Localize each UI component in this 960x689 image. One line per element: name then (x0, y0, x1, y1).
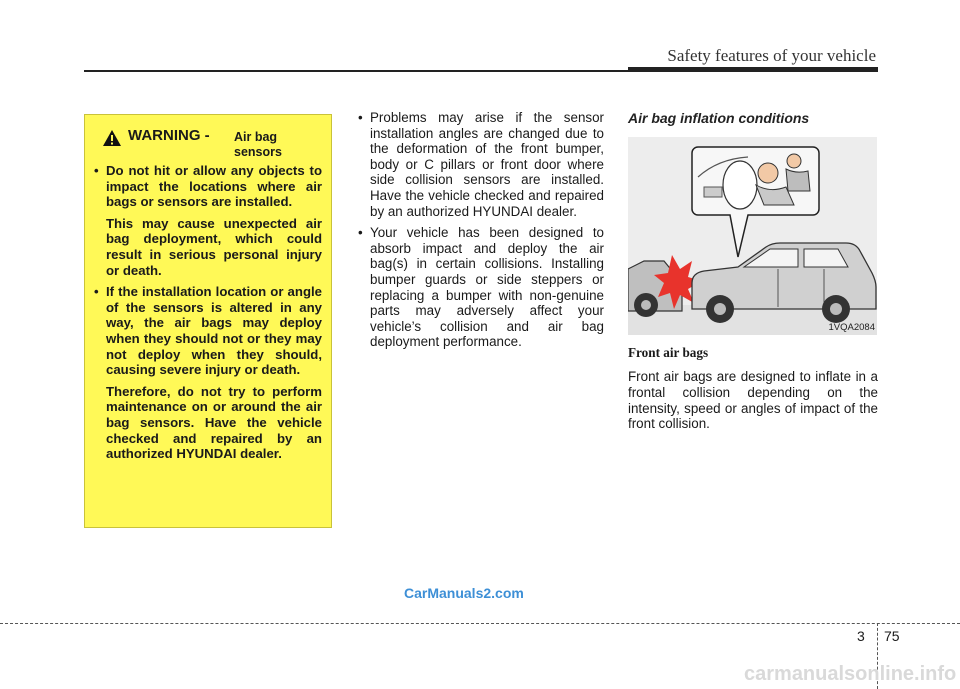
warning-box (84, 114, 332, 528)
collision-illustration (628, 137, 877, 335)
warning-list (94, 163, 322, 462)
warning-item-text: • If the installation location or angle of the sensors is altered in any way, the air bags may deploy when they should not or they may not deploy when they should, causing severe injury or death. (106, 284, 322, 378)
running-header: Safety features of your vehicle (667, 46, 876, 65)
warning-item-note: Therefore, do not try to perform maintenance on or around the air bag sensors. Have the vehicle checked and repaired by an authorized HYUNDAI dealer. (106, 383, 322, 462)
warning-triangle-icon (102, 129, 122, 147)
middle-column (358, 110, 604, 356)
watermark-link[interactable]: CarManuals2.com (404, 585, 524, 601)
footer-rule (0, 623, 960, 624)
site-watermark: carmanualsonline.info (744, 663, 957, 685)
warning-item (94, 284, 322, 462)
warning-item (94, 163, 322, 278)
header-rule-accent (628, 67, 878, 72)
figure-code: 1VQA2084 (828, 322, 875, 333)
bullet-item: • Problems may arise if the sensor installation angles are changed due to the deformation of the front bumper, body or C pillars or front door where side collision sensors are installed. Have the vehicle checked and repaired by an authorized HYUNDAI dealer. (358, 110, 604, 219)
warning-header (94, 125, 322, 163)
collision-drawing (628, 137, 877, 335)
warning-item-note: This may cause unexpected air bag deployment, which could result in serious personal injury or death. (106, 215, 322, 278)
warning-label: WARNING - (128, 127, 210, 144)
subsection-title: Front air bags (628, 345, 709, 360)
right-column (628, 110, 878, 432)
bullet-item: • Your vehicle has been designed to absorb impact and deploy the air bag(s) in certain collisions. Installing bumper guards or side steppers or replacing a bumper with non-genuine parts may adversely affect your vehicle’s collision and air bag deployment performance. (358, 225, 604, 350)
body-paragraph: Front air bags are designed to inflate in a frontal collision depending on the intensity, speed or angles of impact of the front collision. (628, 369, 878, 432)
warning-topic: Air bag sensors (234, 130, 282, 159)
page-number: 75 (884, 628, 900, 644)
section-title: Air bag inflation conditions (628, 110, 810, 126)
airbag-drawing (723, 161, 757, 209)
occupant-drawing (758, 163, 778, 183)
chapter-number: 3 (857, 628, 865, 644)
warning-item-text: • Do not hit or allow any objects to impact the locations where air bags or sensors are installed. (106, 163, 322, 210)
bullet-list (358, 110, 604, 350)
